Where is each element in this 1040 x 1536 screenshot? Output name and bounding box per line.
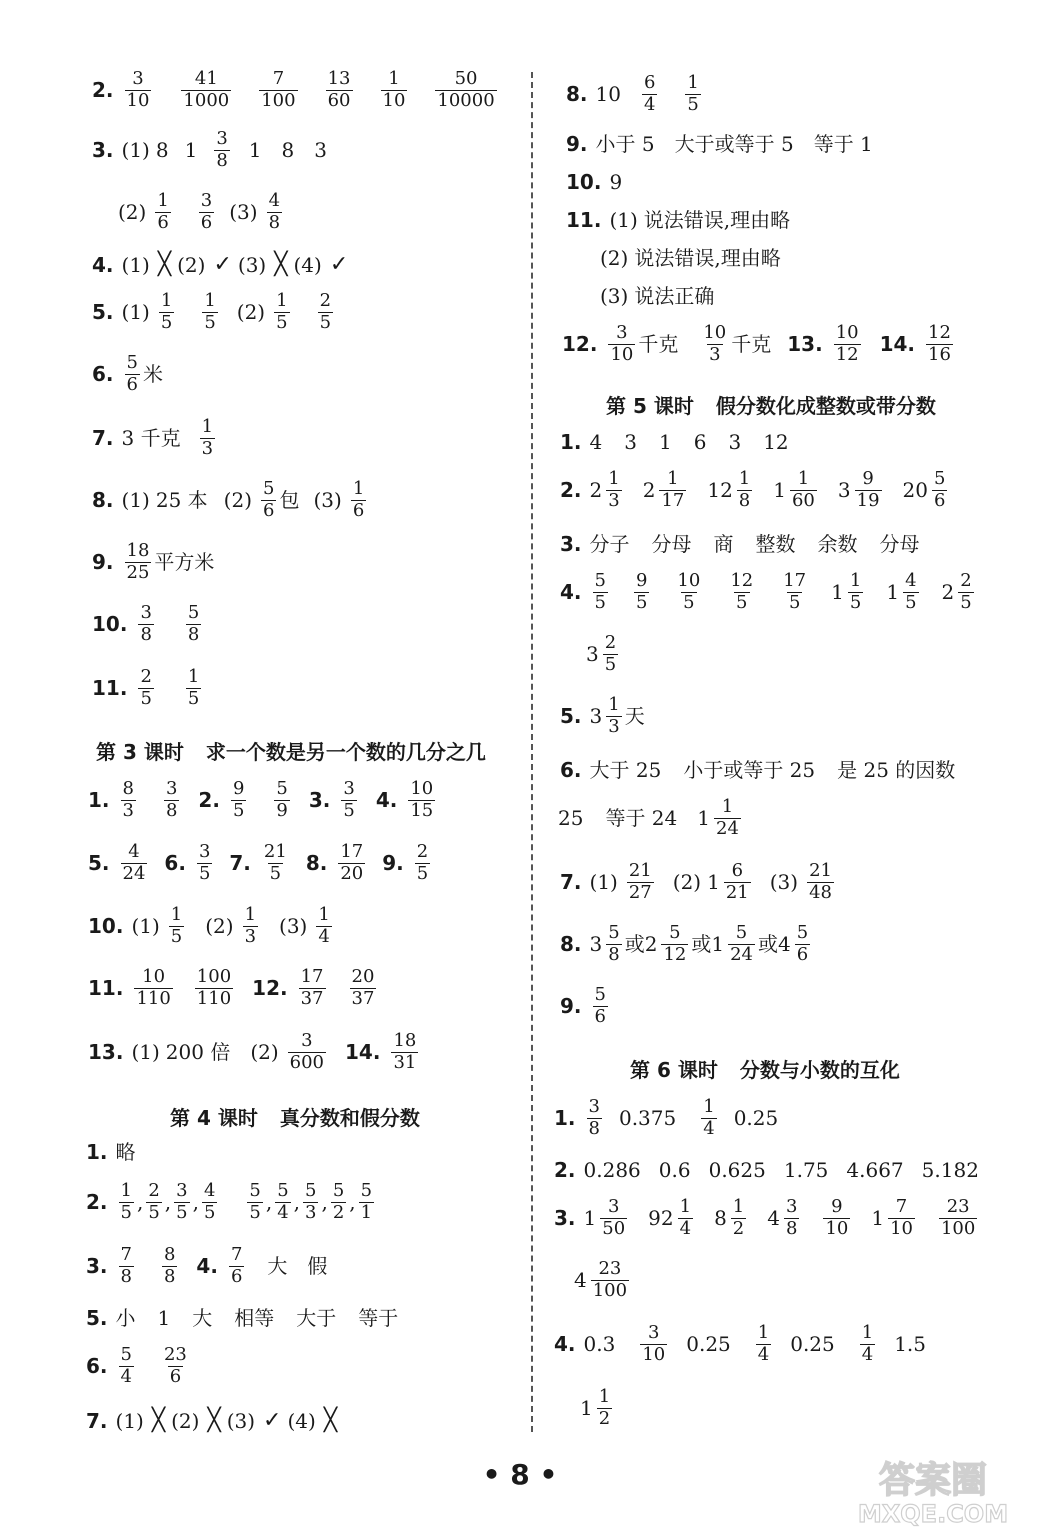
mixed-number: 12 $\frac{1}{8}$	[707, 468, 751, 511]
mixed-number: 1 $\frac{6}{21}$	[707, 860, 749, 903]
answer-line-s5-1: 1. 4 3 1 6 3 12	[560, 430, 789, 454]
fraction: $\frac{1}{6}$	[352, 478, 365, 521]
mixed-number: 1 $\frac{1}{2}$	[580, 1386, 611, 1429]
answer-line-s5-9: 9. $\frac{5}{6}$	[560, 984, 606, 1027]
fraction: $\frac{1}{4}$	[703, 1096, 715, 1139]
answer-line-6: 6. $\frac{5}{6}$ 米	[92, 352, 163, 395]
fraction: $\frac{21}{48}$	[809, 860, 832, 903]
fraction: $\frac{17}{37}$	[300, 966, 324, 1009]
fraction: $\frac{9}{5}$	[232, 778, 245, 821]
mixed-number: 8 $\frac{1}{2}$	[714, 1196, 745, 1239]
mixed-number: 1 $\frac{1}{5}$	[831, 570, 862, 613]
fraction: $\frac{12}{16}$	[928, 322, 951, 365]
fraction: $\frac{7}{8}$	[120, 1244, 132, 1287]
fraction: $\frac{2}{5}$	[319, 290, 332, 333]
answer-line-s4-3: 3. $\frac{7}{8}$ $\frac{8}{8}$ 4. $\frac{7}{6}$ 大 假	[86, 1244, 328, 1287]
fraction: $\frac{8}{8}$	[163, 1244, 176, 1287]
fraction: $\frac{1}{3}$	[244, 904, 257, 947]
column-divider	[531, 72, 533, 1432]
mixed-number: 1 $\frac{4}{5}$	[886, 570, 917, 613]
answer-line-s5-4: 4. $\frac{5}{5}$ $\frac{9}{5}$ $\frac{10}{5}$ $\frac{12}{5}$ $\frac{17}{5}$ 1 $\frac{1}{5}$ 1 $\frac{4}{5}$ 2 $\frac{2}{5}$	[560, 572, 977, 613]
fraction: $\frac{1}{5}$	[687, 72, 699, 115]
answer-line-s4-7: 7. (1) ╳ (2) ╳ (3) ✓ (4) ╳	[86, 1408, 338, 1433]
watermark-logo	[838, 1452, 1028, 1528]
fraction: $\frac{5}{6}$	[126, 352, 138, 395]
answer-line-r12: 12. $\frac{3}{10}$ 千克 $\frac{10}{3}$ 千克 13. $\frac{10}{12}$ 14. $\frac{12}{16}$	[562, 322, 951, 365]
fraction: $\frac{3}{8}$	[588, 1096, 600, 1139]
fraction: $\frac{5}{8}$	[187, 602, 200, 645]
fraction: $\frac{7}{100}$	[261, 68, 296, 111]
answer-line-s6-2: 2. 0.286 0.6 0.625 1.75 4.667 5.182	[554, 1158, 979, 1182]
section-title-6: 第 6 课时 分数与小数的互化	[630, 1058, 900, 1082]
fraction: $\frac{2}{5}$	[416, 841, 429, 884]
mixed-number: 2 $\frac{2}{5}$	[941, 570, 972, 613]
page-number: • 8 •	[482, 1458, 558, 1491]
fraction: $\frac{9}{10}$	[825, 1196, 849, 1239]
answer-line-r11-2: (2) 说法错误,理由略	[600, 246, 781, 270]
answer-line-s6-3: 3. 1 $\frac{3}{50}$ 92 $\frac{1}{4}$ 8 $\frac{1}{2}$ 4 $\frac{3}{8}$ $\frac{9}{10}$ 1 $\frac{7}{10}$ $\frac{23}{100}$	[554, 1196, 976, 1239]
answer-line-5: 5. (1) $\frac{1}{5}$ $\frac{1}{5}$ (2) $\frac{1}{5}$ $\frac{2}{5}$	[92, 290, 332, 333]
cross-mark-icon: ╳	[274, 252, 288, 277]
fraction: $\frac{7}{6}$	[230, 1244, 243, 1287]
fraction: $\frac{1}{5}$	[187, 666, 200, 709]
answer-line-r9: 9. 小于 5 大于或等于 5 等于 1	[566, 132, 873, 156]
answer-line-7: 7. 3 千克 $\frac{1}{3}$	[92, 416, 214, 459]
fraction: $\frac{5}{4}$	[120, 1344, 132, 1387]
answer-line-s6-1: 1. $\frac{3}{8}$ 0.375 $\frac{1}{4}$ 0.25	[554, 1096, 779, 1139]
fraction: $\frac{18}{31}$	[393, 1030, 417, 1073]
mixed-number: 20 $\frac{5}{6}$	[902, 468, 946, 511]
fraction: $\frac{1}{3}$	[201, 416, 214, 459]
mixed-number: 2 $\frac{1}{17}$	[642, 468, 685, 511]
fraction: $\frac{3}{5}$	[343, 778, 355, 821]
fraction: $\frac{17}{5}$	[783, 570, 807, 613]
answer-line-s5-6b: 25 等于 24 1 $\frac{1}{24}$	[558, 798, 744, 839]
fraction: $\frac{1}{5}$	[170, 904, 183, 947]
fraction: $\frac{6}{4}$	[643, 72, 656, 115]
mixed-number: 4 $\frac{5}{6}$	[777, 922, 809, 965]
mixed-number: 4 $\frac{3}{8}$	[767, 1196, 798, 1239]
fraction: $\frac{21}{27}$	[628, 860, 652, 903]
section-title-5: 第 5 课时 假分数化成整数或带分数	[606, 394, 936, 418]
fraction: $\frac{3}{10}$	[126, 68, 150, 111]
fraction: $\frac{9}{5}$	[635, 570, 648, 613]
fraction: $\frac{1}{4}$	[757, 1322, 770, 1365]
fraction: $\frac{23}{6}$	[163, 1344, 187, 1387]
answer-line-10: 10. $\frac{3}{8}$ $\frac{5}{8}$	[92, 602, 200, 645]
fraction: $\frac{1}{5}$	[276, 290, 288, 333]
fraction: $\frac{2}{5}$	[140, 666, 152, 709]
fraction: $\frac{23}{100}$	[940, 1196, 976, 1239]
fraction: $\frac{20}{37}$	[351, 966, 375, 1009]
fraction: $\frac{21}{5}$	[263, 841, 287, 884]
answer-line-s5-4b	[586, 634, 621, 675]
answer-line-s4-5: 5. 小 1 大 相等 大于 等于	[86, 1306, 399, 1330]
answer-line-11: 11. $\frac{2}{5}$ $\frac{1}{5}$	[92, 666, 200, 709]
fraction: $\frac{2}{5}$	[148, 1180, 160, 1223]
fraction: $\frac{3}{8}$	[165, 778, 178, 821]
answer-line-s5-3: 3. 分子 分母 商 整数 余数 分母	[560, 532, 920, 556]
cross-mark-icon: ╳	[151, 1408, 166, 1433]
answer-line-s5-6: 6. 大于 25 小于或等于 25 是 25 的因数	[560, 758, 956, 782]
answer-line-4: 4. (1) ╳ (2) ✓ (3) ╳ (4) ✓	[92, 252, 349, 277]
check-mark-icon: ✓	[329, 252, 349, 277]
fraction: $\frac{1}{5}$	[160, 290, 173, 333]
fraction: $\frac{3}{600}$	[289, 1030, 325, 1073]
cross-mark-icon: ╳	[157, 252, 172, 277]
fraction: $\frac{50}{10000}$	[437, 68, 495, 111]
answer-line-3b: (2) $\frac{1}{6}$ $\frac{3}{6}$ (3) $\frac{4}{8}$	[118, 190, 281, 233]
fraction: $\frac{4}{5}$	[203, 1180, 216, 1223]
fraction: $\frac{17}{20}$	[340, 841, 364, 884]
fraction: $\frac{10}{3}$	[703, 322, 727, 365]
fraction: $\frac{3}{8}$	[216, 128, 228, 171]
mixed-number: 92 $\frac{1}{4}$	[648, 1196, 692, 1239]
fraction: $\frac{10}{5}$	[677, 570, 701, 613]
watermark-text-cn: 答案圈	[878, 1460, 988, 1501]
fraction: $\frac{1}{10}$	[382, 68, 406, 111]
check-mark-icon: ✓	[213, 252, 232, 277]
fraction: $\frac{12}{5}$	[730, 570, 754, 613]
answer-line-r11: 11. (1) 说法错误,理由略	[566, 208, 791, 232]
answer-line-r8: 8. 10 $\frac{6}{4}$ $\frac{1}{5}$	[566, 72, 699, 115]
answer-line-s6-4: 4. 0.3 $\frac{3}{10}$ 0.25 $\frac{1}{4}$ 0.25 $\frac{1}{4}$ 1.5	[554, 1322, 927, 1365]
answer-line-s5-5: 5. 3 $\frac{1}{3}$ 天	[560, 694, 645, 737]
mixed-number: 3 $\frac{2}{5}$	[586, 632, 617, 675]
mixed-number: 3 $\frac{5}{8}$	[589, 922, 620, 965]
fraction: $\frac{13}{60}$	[327, 68, 351, 111]
answer-line-s6-3b	[574, 1260, 632, 1301]
fraction: $\frac{1}{5}$	[120, 1180, 132, 1223]
fraction: $\frac{10}{15}$	[410, 778, 434, 821]
answer-line-8: 8. (1) 25 本 (2) $\frac{5}{6}$ 包 (3) $\frac{1}{6}$	[92, 478, 365, 521]
mixed-number: 3 $\frac{1}{3}$	[589, 694, 620, 737]
mixed-number: 1 $\frac{1}{60}$	[773, 468, 815, 511]
fraction: $\frac{5}{5}$	[594, 570, 606, 613]
answer-line-s3-10: 10. (1) $\frac{1}{5}$ (2) $\frac{1}{3}$ (3) $\frac{1}{4}$	[88, 904, 330, 947]
fraction: $\frac{5}{6}$	[263, 478, 275, 521]
fraction: $\frac{1}{4}$	[318, 904, 330, 947]
fraction: $\frac{3}{5}$	[198, 841, 211, 884]
fraction: $\frac{100}{110}$	[196, 966, 232, 1009]
answer-line-s5-8: 8. 3 $\frac{5}{8}$ 或 2 $\frac{5}{12}$ 或 1 $\frac{5}{24}$ 或 4 $\frac{5}{6}$	[560, 924, 813, 965]
fraction: $\frac{4}{24}$	[122, 841, 146, 884]
mixed-number: 2 $\frac{1}{3}$	[589, 468, 620, 511]
fraction: $\frac{5}{1}$	[360, 1180, 373, 1223]
fraction: $\frac{5}{2}$	[332, 1180, 345, 1223]
fraction: $\frac{5}{5}$	[249, 1180, 261, 1223]
fraction: $\frac{18}{25}$	[126, 540, 150, 583]
answer-line-r11-3: (3) 说法正确	[600, 284, 715, 308]
mixed-number: 4 $\frac{23}{100}$	[574, 1258, 628, 1301]
answer-line-r10: 10. 9	[566, 170, 623, 194]
fraction: $\frac{8}{3}$	[122, 778, 134, 821]
fraction: $\frac{5}{9}$	[276, 778, 288, 821]
fraction: $\frac{5}{4}$	[277, 1180, 289, 1223]
answer-line-9: 9. $\frac{18}{25}$ 平方米	[92, 540, 215, 583]
answer-line-s3-1: 1. $\frac{8}{3}$ $\frac{3}{8}$ 2. $\frac{9}{5}$ $\frac{5}{9}$ 3. $\frac{3}{5}$ 4. $\frac{10}{15}$	[88, 778, 434, 821]
cross-mark-icon: ╳	[207, 1408, 221, 1433]
mixed-number: 1 $\frac{1}{24}$	[697, 796, 739, 839]
mixed-number: 1 $\frac{7}{10}$	[871, 1196, 913, 1239]
fraction: $\frac{1}{4}$	[861, 1322, 874, 1365]
fraction: $\frac{3}{5}$	[176, 1180, 188, 1223]
fraction: $\frac{10}{110}$	[136, 966, 171, 1009]
fraction: $\frac{5}{6}$	[594, 984, 606, 1027]
fraction: $\frac{3}{6}$	[200, 190, 213, 233]
answer-line-2: 2. $\frac{3}{10}$ $\frac{41}{1000}$ $\frac{7}{100}$ $\frac{13}{60}$ $\frac{1}{10}$ $\frac{50}{10000}$	[92, 68, 495, 111]
answer-line-s5-2: 2. 2 $\frac{1}{3}$ 2 $\frac{1}{17}$ 12 $\frac{1}{8}$ 1 $\frac{1}{60}$ 3 $\frac{9}{19}$ 20 $\frac{5}{6}$	[560, 470, 950, 511]
answer-line-s4-2: 2. $\frac{1}{5}$ , $\frac{2}{5}$ , $\frac{3}{5}$ , $\frac{4}{5}$ $\frac{5}{5}$ , $\frac{5}{4}$ , $\frac{5}{3}$ , $\frac{5}{2}$ , $\frac{5}{1}$	[86, 1180, 373, 1223]
mixed-number: 1 $\frac{5}{24}$	[711, 922, 753, 965]
right-column	[540, 0, 1040, 1536]
fraction: $\frac{1}{6}$	[157, 190, 169, 233]
answer-line-s4-6: 6. $\frac{5}{4}$ $\frac{23}{6}$	[86, 1344, 187, 1387]
check-mark-icon: ✓	[263, 1408, 282, 1433]
section-title-3: 第 3 课时 求一个数是另一个数的几分之几	[96, 740, 486, 764]
mixed-number: 2 $\frac{5}{12}$	[644, 922, 687, 965]
fraction: $\frac{3}{10}$	[642, 1322, 666, 1365]
cross-mark-icon: ╳	[323, 1408, 338, 1433]
watermark-text-en: MXQE.COM	[857, 1500, 1009, 1528]
fraction: $\frac{3}{8}$	[140, 602, 152, 645]
fraction: $\frac{10}{12}$	[835, 322, 859, 365]
answer-line-s3-11: 11. $\frac{10}{110}$ $\frac{100}{110}$ 12. $\frac{17}{37}$ $\frac{20}{37}$	[88, 966, 375, 1009]
fraction: $\frac{5}{3}$	[305, 1180, 317, 1223]
answer-line-s4-1: 1. 略	[86, 1140, 136, 1164]
fraction: $\frac{4}{8}$	[268, 190, 281, 233]
fraction: $\frac{3}{10}$	[610, 322, 634, 365]
answer-line-s3-5: 5. $\frac{4}{24}$ 6. $\frac{3}{5}$ 7. $\frac{21}{5}$ 8. $\frac{17}{20}$ 9. $\frac{2}{5}$	[88, 841, 429, 884]
mixed-number: 3 $\frac{9}{19}$	[837, 468, 880, 511]
fraction: $\frac{41}{1000}$	[183, 68, 230, 111]
fraction: $\frac{1}{5}$	[204, 290, 216, 333]
answer-line-s3-13: 13. (1) 200 倍 (2) $\frac{3}{600}$ 14. $\frac{18}{31}$	[88, 1030, 417, 1073]
answer-line-3: 3. (1) 8 1 $\frac{3}{8}$ 1 8 3	[92, 128, 327, 171]
answer-line-s6-4b	[580, 1388, 615, 1429]
mixed-number: 1 $\frac{3}{50}$	[583, 1196, 626, 1239]
answer-line-s5-7: 7. (1) $\frac{21}{27}$ (2) 1 $\frac{6}{21}$ (3) $\frac{21}{48}$	[560, 860, 832, 903]
section-title-4: 第 4 课时 真分数和假分数	[170, 1106, 420, 1130]
